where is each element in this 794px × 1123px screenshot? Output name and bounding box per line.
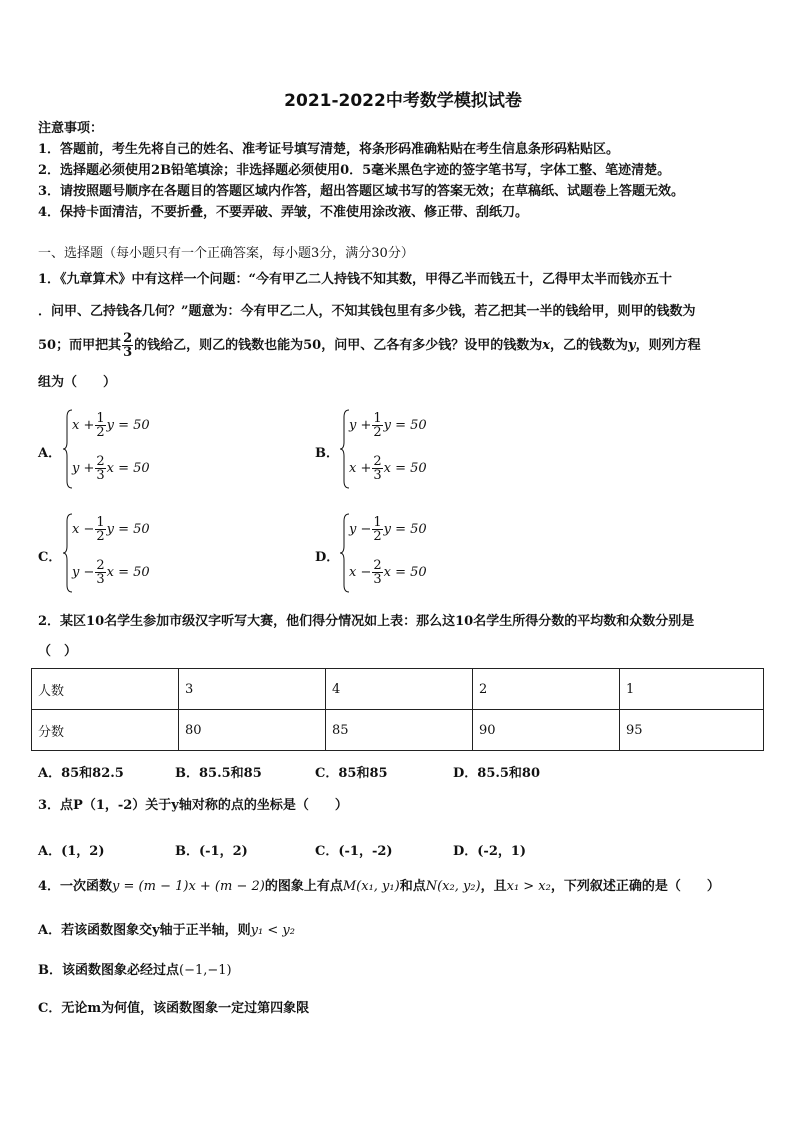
q4-point-m: M(x₁, y₁) bbox=[342, 879, 400, 894]
q1-var-y: y bbox=[628, 338, 636, 353]
q1-option-a[interactable] bbox=[38, 409, 298, 491]
eq-right: y = 50 bbox=[106, 418, 150, 433]
eq-right: x = 50 bbox=[106, 565, 150, 580]
q1-line-4: 组为（ ） bbox=[38, 375, 117, 390]
eq-left: x + bbox=[349, 461, 372, 476]
q1-option-b[interactable] bbox=[315, 409, 575, 491]
eq-right: y = 50 bbox=[106, 522, 150, 537]
q2-option-c[interactable]: C．85和85 bbox=[315, 766, 388, 781]
q2-line-2: （ ） bbox=[38, 644, 78, 659]
frac-den: 2 bbox=[96, 425, 105, 440]
eq-right: x = 50 bbox=[106, 461, 150, 476]
q4-option-b-math: (−1,−1) bbox=[179, 963, 232, 978]
table-cell: 2 bbox=[473, 669, 620, 710]
q4-stem-e: ，下列叙述正确的是（ ） bbox=[550, 879, 720, 894]
q1-option-c-eq2 bbox=[72, 559, 150, 586]
q1-option-d-eq2 bbox=[349, 559, 427, 586]
eq-fraction bbox=[372, 516, 382, 543]
q1-option-a-eq1 bbox=[72, 412, 150, 439]
eq-left: y − bbox=[72, 565, 95, 580]
frac-den: 3 bbox=[96, 572, 105, 587]
table-cell: 90 bbox=[473, 710, 620, 751]
q1-fraction-num: 2 bbox=[123, 331, 133, 346]
frac-num: 2 bbox=[96, 454, 105, 469]
q4-option-b[interactable] bbox=[38, 963, 232, 979]
q1-option-b-label: B． bbox=[315, 446, 339, 461]
eq-left: x − bbox=[349, 565, 372, 580]
eq-right: x = 50 bbox=[383, 565, 427, 580]
q1-line-1: 1．《九章算术》中有这样一个问题：“今有甲乙二人持钱不知其数，甲得乙半而钱五十，乙得甲太半而钱亦五十 bbox=[38, 272, 673, 287]
eq-fraction bbox=[372, 455, 382, 482]
eq-left: y − bbox=[349, 522, 372, 537]
section-heading: 一、选择题（每小题只有一个正确答案，每小题3分，满分30分） bbox=[38, 246, 414, 261]
q1-fraction bbox=[122, 332, 133, 359]
q1-option-b-eq1 bbox=[349, 412, 427, 439]
eq-fraction bbox=[95, 516, 105, 543]
q3-option-b[interactable]: B．(-1，2) bbox=[175, 844, 248, 859]
table-cell: 95 bbox=[620, 710, 764, 751]
frac-den: 3 bbox=[373, 468, 382, 483]
eq-fraction bbox=[95, 455, 105, 482]
q4-option-a[interactable] bbox=[38, 923, 295, 939]
frac-den: 2 bbox=[373, 425, 382, 440]
notice-item-1: 1．答题前，考生先将自己的姓名、准考证号填写清楚，将条形码准确粘贴在考生信息条形码粘贴区。 bbox=[38, 142, 620, 157]
q3-stem: 3．点P（1，-2）关于y轴对称的点的坐标是（ ） bbox=[38, 798, 348, 813]
frac-num: 1 bbox=[96, 515, 105, 530]
q2-option-a[interactable]: A．85和82.5 bbox=[38, 766, 124, 781]
table-cell: 3 bbox=[179, 669, 326, 710]
eq-fraction bbox=[95, 412, 105, 439]
table-cell: 4 bbox=[326, 669, 473, 710]
notice-item-4: 4．保持卡面清洁，不要折叠，不要弄破、弄皱，不准使用涂改液、修正带、刮纸刀。 bbox=[38, 205, 529, 220]
frac-den: 3 bbox=[96, 468, 105, 483]
q4-function: y = (m − 1)x + (m − 2) bbox=[112, 879, 265, 894]
frac-num: 1 bbox=[96, 411, 105, 426]
q4-option-b-text: B．该函数图象必经过点 bbox=[38, 963, 179, 978]
q4-stem-b: 的图象上有点 bbox=[264, 879, 343, 894]
q4-stem bbox=[38, 879, 720, 895]
eq-left: y + bbox=[72, 461, 95, 476]
table-cell: 1 bbox=[620, 669, 764, 710]
notice-item-2: 2．选择题必须使用2B铅笔填涂；非选择题必须使用0．5毫米黑色字迹的签字笔书写，字体工整、笔迹清楚。 bbox=[38, 163, 671, 178]
eq-fraction bbox=[372, 559, 382, 586]
eq-fraction bbox=[95, 559, 105, 586]
q1-line-3-a: 50；而甲把其 bbox=[38, 338, 122, 353]
eq-fraction bbox=[372, 412, 382, 439]
frac-num: 2 bbox=[96, 558, 105, 573]
q4-stem-c: 和点 bbox=[399, 879, 426, 894]
table-cell: 80 bbox=[179, 710, 326, 751]
q1-option-d[interactable] bbox=[315, 513, 575, 595]
q1-option-b-eq2 bbox=[349, 455, 427, 482]
frac-num: 1 bbox=[373, 411, 382, 426]
table-row bbox=[32, 669, 764, 710]
q1-line-3-b: 的钱给乙，则乙的钱数也能为50，问甲、乙各有多少钱？设甲的钱数为 bbox=[134, 338, 543, 353]
frac-num: 1 bbox=[373, 515, 382, 530]
q4-point-n: N(x₂, y₂) bbox=[425, 879, 481, 894]
q4-stem-a: 4．一次函数 bbox=[38, 879, 113, 894]
q3-option-a[interactable]: A．(1，2) bbox=[38, 844, 105, 859]
frac-den: 3 bbox=[373, 572, 382, 587]
q1-line-2: ．问甲、乙持钱各几何？”题意为：今有甲乙二人，不知其钱包里有多少钱，若乙把其一半的钱给甲，则甲的钱数为 bbox=[38, 304, 696, 319]
eq-left: y + bbox=[349, 418, 372, 433]
q3-option-d[interactable]: D．(-2，1) bbox=[453, 844, 527, 859]
q1-option-c-eq1 bbox=[72, 516, 150, 543]
q1-option-a-label: A． bbox=[38, 446, 62, 461]
q4-stem-d: ，且 bbox=[480, 879, 507, 894]
eq-left: x − bbox=[72, 522, 95, 537]
score-table bbox=[31, 668, 764, 751]
q2-option-d[interactable]: D．85.5和80 bbox=[453, 766, 541, 781]
eq-right: x = 50 bbox=[383, 461, 427, 476]
frac-den: 2 bbox=[96, 529, 105, 544]
table-cell: 人数 bbox=[32, 669, 179, 710]
frac-num: 2 bbox=[373, 558, 382, 573]
q1-fraction-den: 3 bbox=[123, 345, 133, 360]
q2-line-1: 2．某区10名学生参加市级汉字听写大赛，他们得分情况如上表：那么这10名学生所得分数的平均数和众数分别是 bbox=[38, 614, 695, 629]
table-cell: 分数 bbox=[32, 710, 179, 751]
eq-left: x + bbox=[72, 418, 95, 433]
q1-option-c-label: C． bbox=[38, 550, 62, 565]
q1-line-3-c: ，乙的钱数为 bbox=[550, 338, 629, 353]
q2-option-b[interactable]: B．85.5和85 bbox=[175, 766, 262, 781]
frac-den: 2 bbox=[373, 529, 382, 544]
q4-option-a-math: y₁ < y₂ bbox=[250, 923, 295, 938]
q4-condition: x₁ > x₂ bbox=[506, 879, 551, 894]
q1-line-3 bbox=[38, 330, 701, 362]
q4-option-c[interactable]: C．无论m为何值，该函数图象一定过第四象限 bbox=[38, 1001, 310, 1016]
q3-option-c[interactable]: C．(-1，-2) bbox=[315, 844, 393, 859]
q1-var-x: x bbox=[542, 338, 550, 353]
table-cell: 85 bbox=[326, 710, 473, 751]
q1-option-c[interactable] bbox=[38, 513, 298, 595]
table-row bbox=[32, 710, 764, 751]
page-title: 2021-2022中考数学模拟试卷 bbox=[284, 91, 522, 111]
eq-right: y = 50 bbox=[383, 418, 427, 433]
frac-num: 2 bbox=[373, 454, 382, 469]
q1-option-d-eq1 bbox=[349, 516, 427, 543]
q1-option-d-label: D． bbox=[315, 550, 340, 565]
notice-item-3: 3．请按照题号顺序在各题目的答题区域内作答，超出答题区域书写的答案无效；在草稿纸、试题卷上答题无效。 bbox=[38, 184, 685, 199]
eq-right: y = 50 bbox=[383, 522, 427, 537]
notice-heading: 注意事项： bbox=[38, 121, 104, 136]
q4-option-a-text: A．若该函数图象交y轴于正半轴，则 bbox=[38, 923, 251, 938]
q1-option-a-eq2 bbox=[72, 455, 150, 482]
q1-line-3-d: ，则列方程 bbox=[635, 338, 701, 353]
